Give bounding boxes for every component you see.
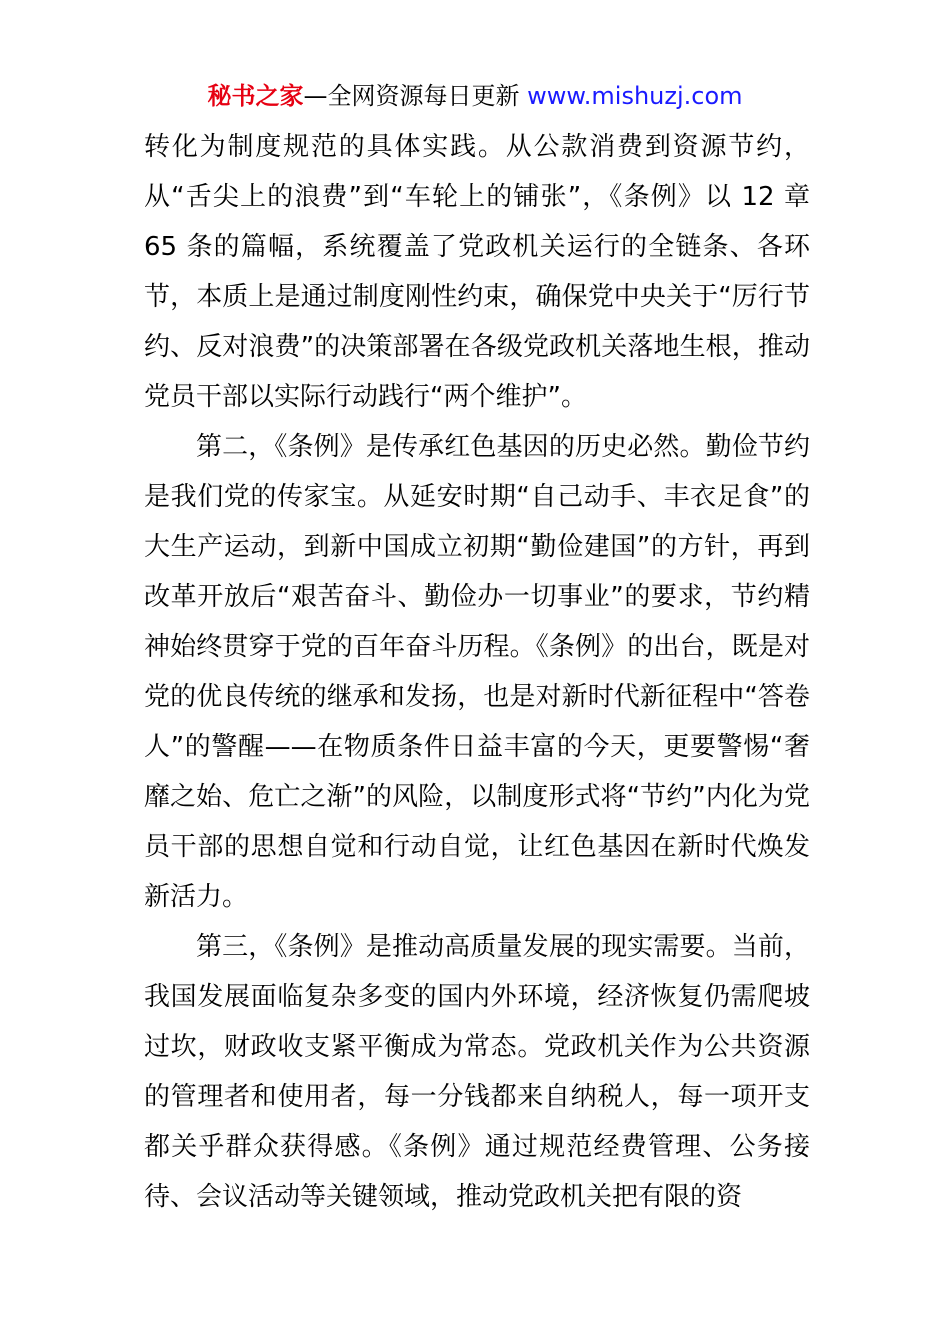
site-tagline: —全网资源每日更新 — [303, 82, 528, 110]
paragraph-third-point: 第三，《条例》是推动高质量发展的现实需要。当前，我国发展面临复杂多变的国内外环境，经济恢复仍需爬坡过坎，财政收支紧平衡成为常态。党政机关作为公共资源的管理者和使用者，每一分钱都来自纳税人，每一项开支都关乎群众获得感。《条例》通过规范经费管理、公务接待、会议活动等关键领域，推动党政机关把有限的资 — [144, 932, 810, 1212]
site-url-link[interactable]: www.mishuzj.com — [527, 82, 743, 110]
paragraph-second-point: 第二，《条例》是传承红色基因的历史必然。勤俭节约是我们党的传家宝。从延安时期“自己动手、丰衣足食”的大生产运动，到新中国成立初期“勤俭建国”的方针，再到改革开放后“艰苦奋斗、勤俭办一切事业”的要求，节约精神始终贯穿于党的百年奋斗历程。《条例》的出台，既是对党的优良传统的继承和发扬，也是对新时代新征程中“答卷人”的警醒——在物质条件日益丰富的今天，更要警惕“奢靡之始、危亡之渐”的风险，以制度形式将“节约”内化为党员干部的思想自觉和行动自觉，让红色基因在新时代焕发新活力。 — [144, 432, 810, 912]
paragraph-continuation: 转化为制度规范的具体实践。从公款消费到资源节约，从“舌尖上的浪费”到“车轮上的铺张”，《条例》以 12 章 65 条的篇幅，系统覆盖了党政机关运行的全链条、各环节，本质上是通过制度刚性约束，确保党中央关于“厉行节约、反对浪费”的决策部署在各级党政机关落地生根，推动党员干部以实际行动践行“两个维护”。 — [144, 132, 810, 412]
document-body — [144, 122, 810, 1222]
page-header — [0, 80, 950, 112]
site-brand: 秘书之家 — [207, 82, 304, 110]
